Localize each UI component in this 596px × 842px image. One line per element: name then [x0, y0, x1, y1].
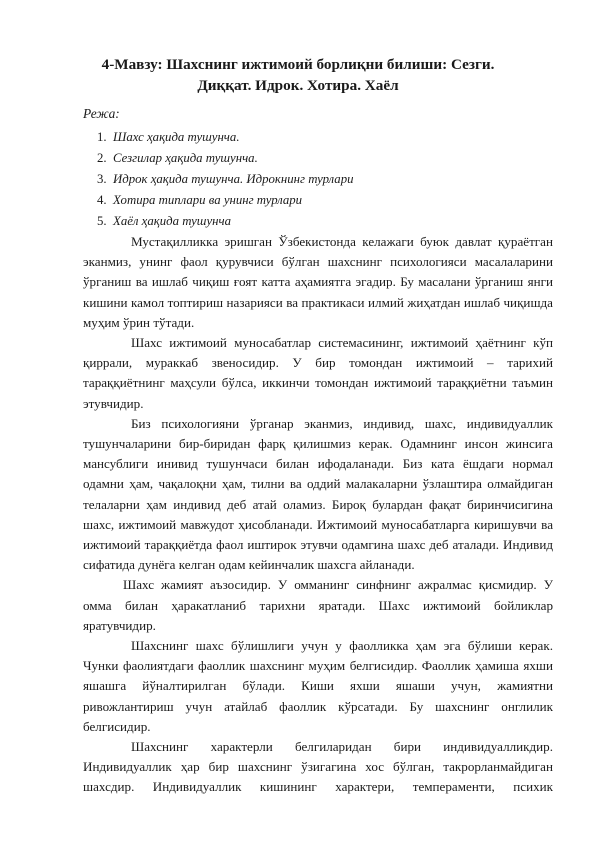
paragraph: Шахснинг шахс бўлишлиги учун у фаолликка ҳам эга бўлиши керак. Чунки фаолиятдаги фаоллик шахснинг муҳим белгисидир. Фаоллик ҳамиша яхши яшашга йўналтирилган бўлади. Киши яхши яшаши учун, жамиятни ривожлантириш учун атайлаб фаоллик кўрсатади. Бу шахснинг онглилик белгисидир. — [83, 638, 553, 734]
plan-item-number: 2. — [97, 151, 107, 165]
plan-item-text: Хотира типлари ва унинг турлари — [113, 193, 303, 207]
plan-item — [97, 169, 354, 190]
paragraph: Шахс ижтимоий муносабатлар системасининг, ижтимоий ҳаётнинг кўп қиррали, мураккаб звеносидир. У бир томондан ижтимоий – тарихий тараққиётнинг маҳсули бўлса, иккинчи томондан ижтимоий тараққиётни таъмин этувчидир. — [83, 335, 553, 411]
plan-item — [97, 148, 354, 169]
title-line-2: Диққат. Идрок. Хотира. Хаёл — [197, 77, 399, 94]
plan-item-number: 1. — [97, 130, 107, 144]
plan-item — [97, 190, 354, 211]
plan-item — [97, 211, 354, 232]
plan-item-text: Шахс ҳақида тушунча. — [113, 130, 240, 144]
plan-item-number: 4. — [97, 193, 107, 207]
title-line-1: 4-Мавзу: Шахснинг ижтимоий борлиқни билиши: Сезги. — [101, 56, 495, 73]
body-text — [83, 232, 553, 795]
paragraph: Шахс жамият аъзосидир. У омманинг синфнинг ажралмас қисмидир. У омма билан ҳаракатланиб тарихни яратади. Шахс ижтимоий бойликлар яратувчидир. — [83, 577, 553, 633]
plan-list — [97, 127, 354, 232]
plan-item-text: Хаёл ҳақида тушунча — [113, 214, 232, 228]
plan-item-text: Идрок ҳақида тушунча. Идрокнинг турлари — [113, 172, 354, 186]
paragraph: Мустақилликка эришган Ўзбекистонда келажаги буюк давлат қураётган эканмиз, унинг фаол қурувчиси бўлган шахснинг психологияси масалаларини ўрганиш ва ишлаб чиқиш ғоят катта аҳамиятга эгадир. Бу масалани ўрганиш янги кишини камол топтириш назарияси ва практикаси илмий жиҳатдан ишлаб чиқишда муҳим ўрин тўтади. — [83, 234, 553, 330]
plan-item-number: 5. — [97, 214, 107, 228]
page-title — [85, 54, 511, 96]
plan-label: Режа: — [83, 106, 120, 121]
plan-item — [97, 127, 354, 148]
paragraph: Шахснинг характерли белгиларидан бири индивидуалликдир. Индивидуаллик ҳар бир шахснинг ўзигагина хос бўлган, такрорланмайдиган шахсдир. Индивидуаллик кишининг характери, темпераменти, психик — [83, 739, 553, 795]
plan-item-number: 3. — [97, 172, 107, 186]
paragraph: Биз психологияни ўрганар эканмиз, индивид, шахс, индивидуаллик тушунчаларини бир-биридан фарқ қилишмиз керак. Одамнинг инсон жинсига мансублиги инивид тушунчаси билан ифодаланади. Биз ката ёшдаги нормал одамни ҳам, чақалоқни ҳам, тилни ва оддий малакаларни ўзлаштира олмайдиган телаларни ҳам индивид деб атай оламиз. Бироқ булардан фақат биринчисигина шахс, ижтимоий мавжудот ҳисобланади. Ижтимоий муносабатларга киришувчи ва ижтимоий тараққиётда фаол иштирок этувчи одамгина шахс деб аталади. Индивид сифатида дунёга келган одам кейинчалик шахсга айланади. — [83, 415, 553, 573]
plan-item-text: Сезгилар ҳақида тушунча. — [113, 151, 258, 165]
